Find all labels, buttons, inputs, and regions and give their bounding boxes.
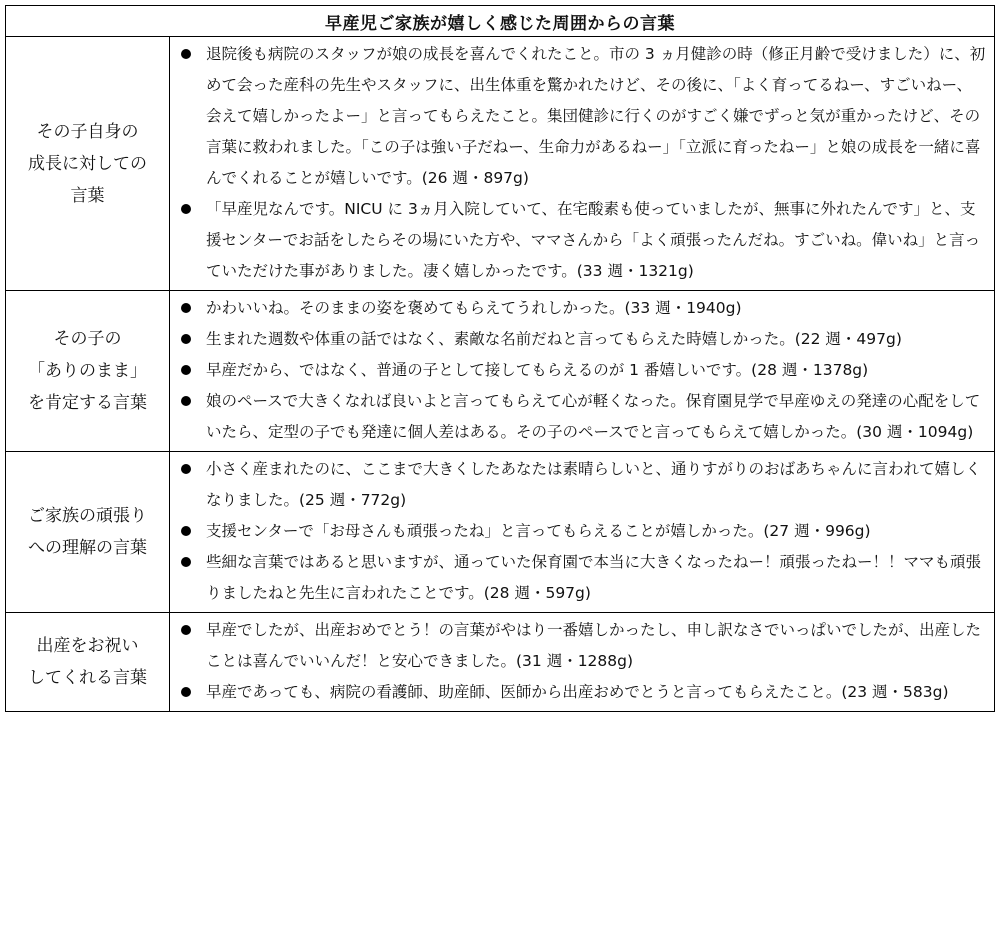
list-item — [178, 454, 986, 516]
quote-text: 早産であっても、病院の看護師、助産師、医師から出産おめでとうと言ってもらえたこと。(23 週・583g) — [206, 683, 949, 701]
items-cell — [170, 452, 995, 613]
list-item — [178, 39, 986, 194]
category-line: ご家族の頑張り — [28, 506, 147, 526]
quote-text: 娘のペースで大きくなれば良いよと言ってもらえて心が軽くなった。保育園見学で早産ゆえの発達の心配をしていたら、定型の子でも発達に個人差はある。その子のペースでと言ってもらえて嬉しかった。(30 週・1094g) — [206, 392, 981, 441]
category-line: 成長に対しての — [28, 153, 147, 174]
items-cell — [170, 613, 995, 712]
section-row — [6, 291, 995, 452]
bullet-icon — [181, 464, 191, 474]
bullet-icon — [181, 365, 191, 375]
list-item — [178, 355, 986, 386]
document — [5, 5, 995, 945]
items-cell — [170, 37, 995, 291]
bullet-icon — [181, 49, 191, 59]
category-cell — [6, 37, 170, 291]
category-line: への理解の言葉 — [28, 538, 147, 558]
category-cell — [6, 452, 170, 613]
list-item — [178, 677, 986, 708]
category-line: してくれる言葉 — [28, 668, 147, 688]
items-cell — [170, 291, 995, 452]
bullet-icon — [181, 303, 191, 313]
section-row — [6, 452, 995, 613]
bullet-icon — [181, 625, 191, 635]
quote-text: 小さく産まれたのに、ここまで大きくしたあなたは素晴らしいと、通りすがりのおばあちゃんに言われて嬉しくなりました。(25 週・772g) — [206, 460, 982, 509]
quote-text: 退院後も病院のスタッフが娘の成長を喜んでくれたこと。市の 3 ヵ月健診の時（修正月齢で受けました）に、初めて会った産科の先生やスタッフに、出生体重を驚かれたけど、その後に、「よく育ってるねー、すごいねー、会えて嬉しかったよー」と言ってもらえたこと。集団健診に行くのがすごく嫌でずっと気が重かったけど、その言葉に救われました。「この子は強い子だねー、生命力があるねー」「立派に育ったねー」と娘の成長を一緒に喜んでくれることが嬉しいです。(26 週・897g) — [206, 45, 986, 187]
list-item — [178, 194, 986, 287]
category-line: その子の — [53, 329, 122, 349]
list-item — [178, 324, 986, 355]
category-line: を肯定する言葉 — [28, 393, 147, 413]
category-cell — [6, 291, 170, 452]
quote-list — [178, 39, 986, 287]
quote-text: 早産でしたが、出産おめでとう！の言葉がやはり一番嬉しかったし、申し訳なさでいっぱいでしたが、出産したことは喜んでいいんだ！と安心できました。(31 週・1288g) — [206, 621, 982, 670]
quote-list — [178, 615, 986, 708]
quote-list — [178, 293, 986, 448]
list-item — [178, 547, 986, 609]
bullet-icon — [181, 334, 191, 344]
quote-list — [178, 454, 986, 609]
category-line: 出産をお祝い — [36, 636, 139, 656]
quotes-table — [5, 5, 995, 712]
quote-text: 支援センターで「お母さんも頑張ったね」と言ってもらえることが嬉しかった。(27 週・996g) — [206, 522, 871, 540]
list-item — [178, 293, 986, 324]
quote-text: 生まれた週数や体重の話ではなく、素敵な名前だねと言ってもらえた時嬉しかった。(22 週・497g) — [206, 330, 902, 348]
quote-text: 些細な言葉ではあると思いますが、通っていた保育園で本当に大きくなったねー！頑張ったねー！！ママも頑張りましたねと先生に言われたことです。(28 週・597g) — [206, 553, 982, 602]
quote-text: かわいいね。そのままの姿を褒めてもらえてうれしかった。(33 週・1940g) — [206, 299, 742, 317]
category-line: その子自身の — [36, 121, 139, 142]
list-item — [178, 615, 986, 677]
category-line: 「ありのまま」 — [28, 361, 147, 381]
section-row — [6, 613, 995, 712]
bullet-icon — [181, 687, 191, 697]
bullet-icon — [181, 526, 191, 536]
category-line: 言葉 — [70, 185, 105, 206]
section-row — [6, 37, 995, 291]
bullet-icon — [181, 204, 191, 214]
category-cell — [6, 613, 170, 712]
quote-text: 「早産児なんです。NICU に 3ヵ月入院していて、在宅酸素も使っていましたが、無事に外れたんです」と、支援センターでお話をしたらその場にいた方や、ママさんから「よく頑張ったんだね。すごいね。偉いね」と言っていただけた事がありました。凄く嬉しかったです。(33 週・1321g) — [206, 200, 981, 280]
table-title: 早産児ご家族が嬉しく感じた周囲からの言葉 — [6, 6, 995, 37]
list-item — [178, 516, 986, 547]
bullet-icon — [181, 557, 191, 567]
list-item — [178, 386, 986, 448]
quote-text: 早産だから、ではなく、普通の子として接してもらえるのが 1 番嬉しいです。(28 週・1378g) — [206, 361, 869, 379]
bullet-icon — [181, 396, 191, 406]
